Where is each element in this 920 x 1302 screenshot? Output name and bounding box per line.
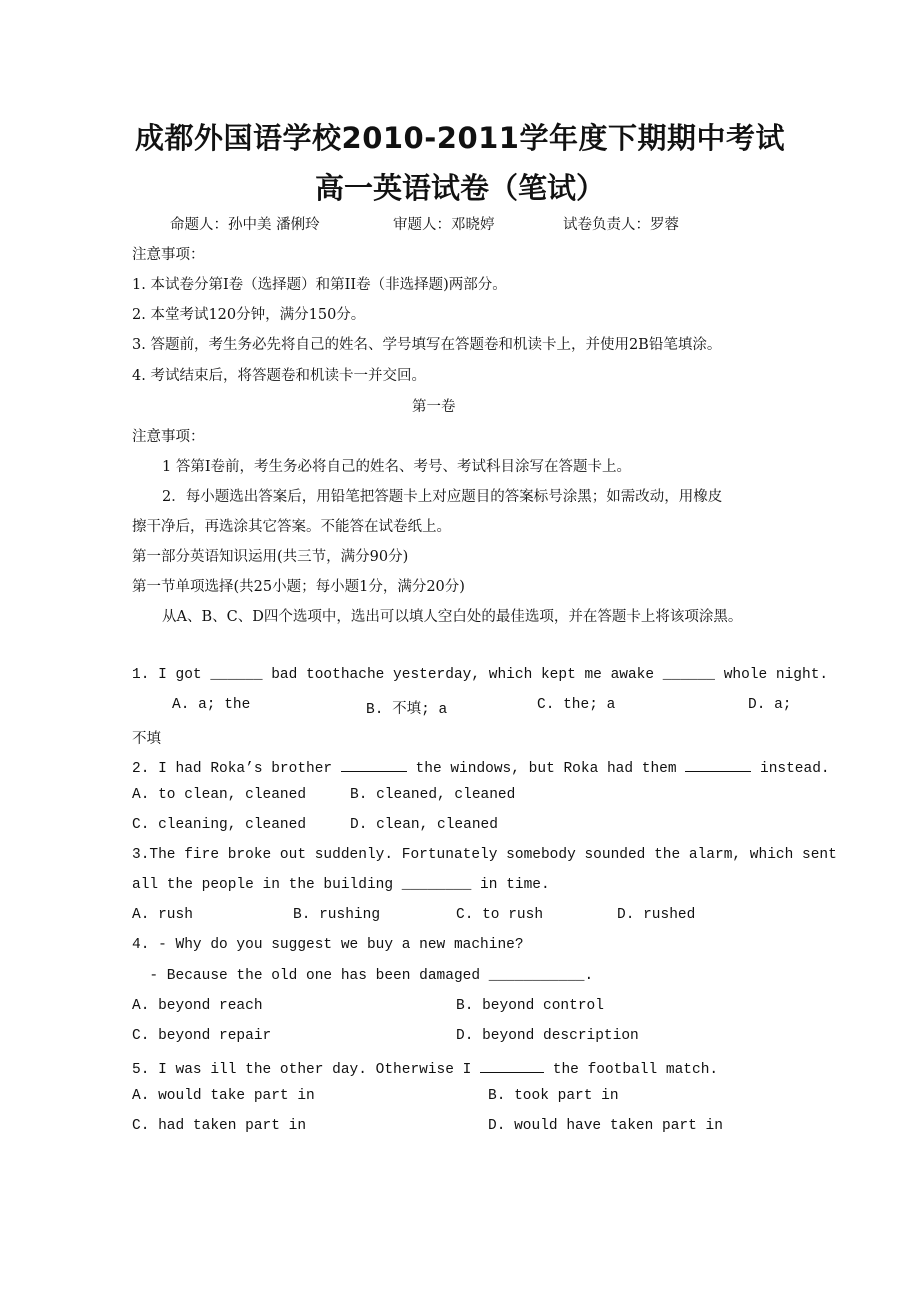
author-responsible: 试卷负责人：罗蓉 [563, 217, 679, 233]
option-d: D. would have taken part in [488, 1118, 723, 1134]
author-setter: 命题人：孙中美 潘俐玲 [170, 217, 320, 233]
option-b: B. 不填; a [366, 702, 448, 718]
section-heading: 第一节单项选择(共25小题；每小题1分，满分20分) [132, 579, 465, 595]
author-reviewer: 审题人：邓晓婷 [393, 217, 495, 233]
stem-part: 5. I was ill the other day. Otherwise I [132, 1062, 481, 1078]
option-d: D. beyond description [456, 1028, 639, 1044]
notice-item: 4. 考试结束后，将答题卷和机读卡一并交回。 [132, 368, 426, 384]
option-c: C. beyond repair [132, 1028, 272, 1044]
answer-blank [685, 757, 751, 772]
option-a: A. rush [132, 907, 193, 923]
option-c: C. had taken part in [132, 1118, 307, 1134]
volume-notice-item: 2．每小题选出答案后，用铅笔把答题卡上对应题目的答案标号涂黑；如需改动，用橡皮 [162, 489, 723, 505]
question-stem: 3.The fire broke out suddenly. Fortunately somebody sounded the alarm, which sent [132, 847, 837, 863]
volume-notice-heading: 注意事项： [132, 429, 205, 445]
volume-notice-item: 擦干净后，再选涂其它答案。不能答在试卷纸上。 [132, 519, 451, 535]
option-a: A. to clean, cleaned [132, 787, 307, 803]
part-heading: 第一部分英语知识运用(共三节，满分90分) [132, 549, 409, 565]
answer-blank [341, 757, 407, 772]
stem-part: 2. I had Roka’s brother [132, 761, 341, 777]
notice-item: 3. 答题前，考生务必先将自己的姓名、学号填写在答题卷和机读卡上，并使用2B铅笔填涂。 [132, 337, 722, 353]
question-stem [132, 1058, 718, 1078]
notice-item: 2. 本堂考试120分钟，满分150分。 [132, 307, 366, 323]
option-a: A. beyond reach [132, 998, 263, 1014]
volume-heading: 第一卷 [412, 399, 456, 415]
option-b: B. rushing [293, 907, 381, 923]
option-a: A. would take part in [132, 1088, 315, 1104]
option-d: D. rushed [617, 907, 696, 923]
exam-title: 成都外国语学校2010-2011学年度下期期中考试 [135, 121, 785, 155]
option-b: B. took part in [488, 1088, 619, 1104]
option-d: D. a; [748, 697, 792, 713]
question-stem: 4. - Why do you suggest we buy a new machine? [132, 937, 524, 953]
question-stem: 1. I got ______ bad toothache yesterday, which kept me awake ______ whole night. [132, 667, 829, 683]
stem-part: instead. [751, 761, 830, 777]
section-instruction: 从A、B、C、D四个选项中，选出可以填人空白处的最佳选项，并在答题卡上将该项涂黑。 [162, 609, 743, 625]
option-d-wrap: 不填 [132, 731, 161, 747]
answer-blank [480, 1058, 544, 1073]
option-c: C. cleaning, cleaned [132, 817, 307, 833]
option-b: B. cleaned, cleaned [350, 787, 516, 803]
question-stem [132, 757, 830, 777]
volume-notice-item: 1 答第Ⅰ卷前，考生务必将自己的姓名、考号、考试科目涂写在答题卡上。 [162, 459, 632, 475]
option-c: C. to rush [456, 907, 544, 923]
exam-subtitle: 高一英语试卷（笔试） [314, 171, 605, 205]
option-c: C. the; a [537, 697, 616, 713]
notice-heading: 注意事项： [132, 247, 205, 263]
question-stem: - Because the old one has been damaged ___________. [132, 968, 594, 984]
option-a: A. a; the [172, 697, 251, 713]
stem-part: the football match. [544, 1062, 719, 1078]
option-b: B. beyond control [456, 998, 604, 1014]
option-d: D. clean, cleaned [350, 817, 498, 833]
question-stem: all the people in the building ________ in time. [132, 877, 550, 893]
stem-part: the windows, but Roka had them [406, 761, 686, 777]
notice-item: 1. 本试卷分第Ⅰ卷（选择题）和第II卷（非选择题)两部分。 [132, 277, 507, 293]
